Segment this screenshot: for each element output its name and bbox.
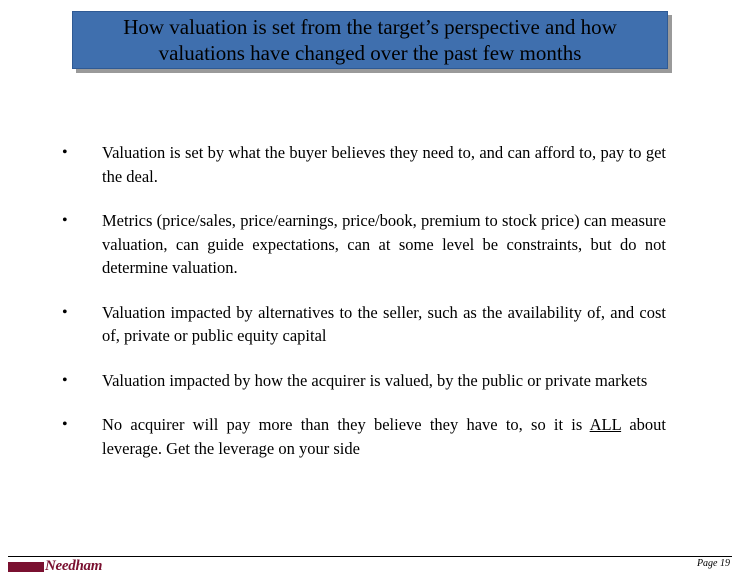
bullet-text-after: about leverage. Get the leverage on your side	[102, 415, 666, 458]
title-banner	[72, 11, 668, 69]
bullet-item	[62, 141, 666, 188]
title-line-1: How valuation is set from the target’s perspective and how	[123, 15, 617, 39]
bullet-icon: •	[62, 416, 68, 433]
needham-logo	[8, 558, 102, 575]
bullet-text-before: No acquirer will pay more than they believe they have to, so it is	[102, 415, 590, 434]
bullet-icon: •	[62, 144, 68, 161]
footer-divider	[8, 556, 732, 557]
bullet-text: Valuation impacted by how the acquirer is valued, by the public or private markets	[102, 370, 648, 390]
bullet-icon: •	[62, 371, 68, 389]
logo-text: Needham	[45, 558, 103, 574]
page-title	[113, 14, 627, 66]
bullet-item	[62, 413, 666, 460]
bullet-text: Valuation is set by what the buyer believes they need to, and can afford to, pay to get the deal.	[102, 143, 666, 186]
logo-bar-icon	[8, 562, 44, 572]
bullet-text-underlined: ALL	[589, 415, 622, 434]
bullet-item	[62, 369, 666, 393]
bullet-text: Valuation impacted by alternatives to the seller, such as the availability of, and cost of, private or public equity capital	[102, 302, 666, 345]
bullet-list	[62, 141, 666, 460]
title-line-2: valuations have changed over the past few months	[158, 41, 582, 65]
bullet-item	[62, 209, 666, 280]
bullet-item	[62, 301, 666, 348]
page-number: Page 19	[696, 558, 730, 569]
bullet-text	[102, 413, 666, 460]
bullet-icon: •	[62, 212, 68, 229]
bullet-text: Metrics (price/sales, price/earnings, price/book, premium to stock price) can measure valuation, can guide expectations, can at some level be constraints, but do not determine valuation.	[102, 211, 666, 277]
bullet-icon: •	[62, 303, 68, 321]
